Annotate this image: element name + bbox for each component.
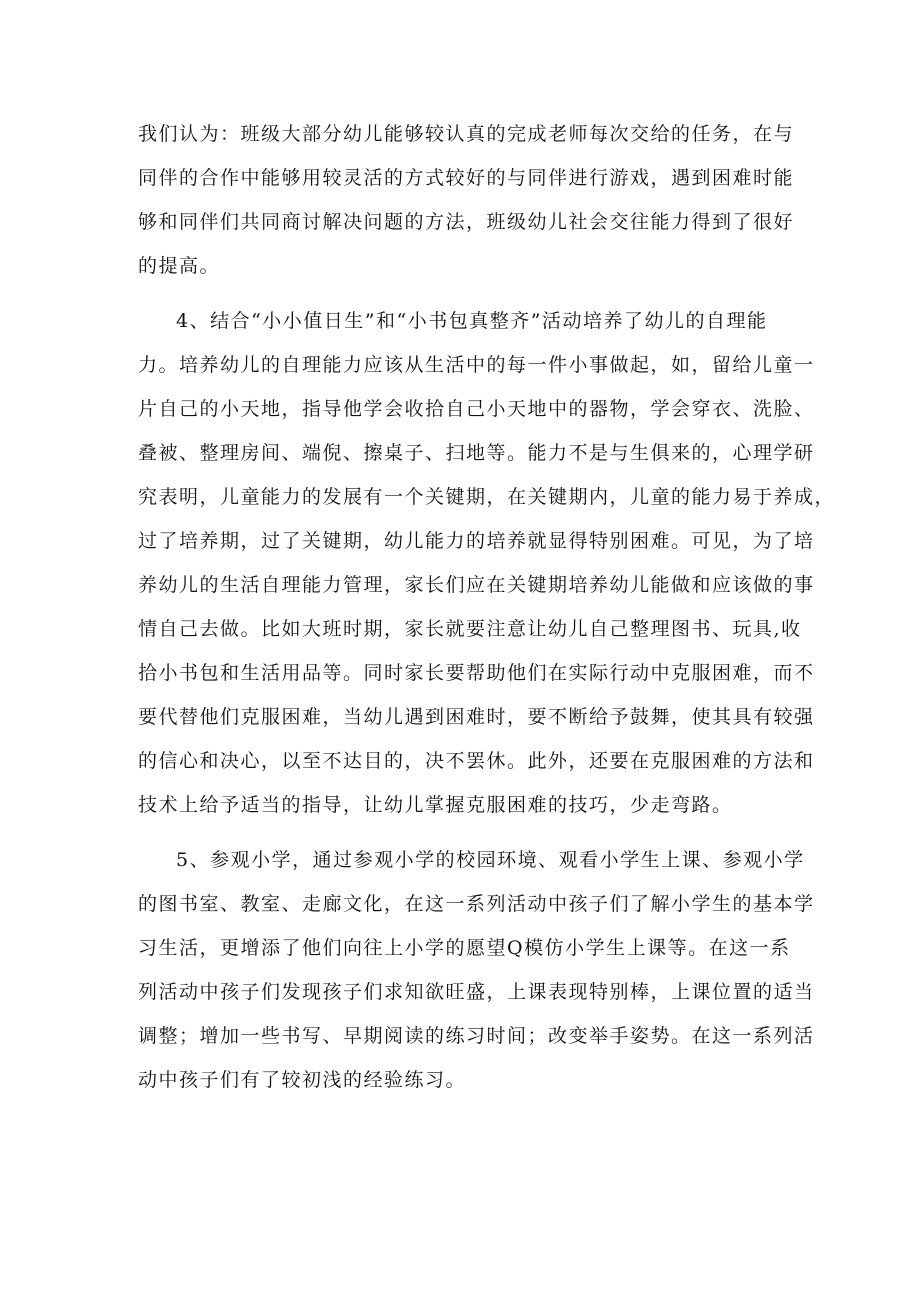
text-line: 同伴的合作中能够用较灵活的方式较好的与同伴进行游戏，遇到困难时能 (138, 167, 795, 189)
text-line: 养幼儿的生活自理能力管理，家长们应在关键期培养幼儿能做和应该做的事 (138, 574, 815, 596)
paragraph-2 (138, 299, 838, 827)
paragraph-3 (138, 838, 838, 1102)
text-line: 5、参观小学，通过参观小学的校园环境、观看小学生上课、参观小学 (176, 849, 805, 871)
text-line: 力。培养幼儿的自理能力应该从生活中的每一件小事做起，如，留给儿童一 (138, 354, 815, 376)
text-line: 动中孩子们有了较初浅的经验练习。 (138, 1069, 467, 1091)
text-line: 的图书室、教室、走廊文化，在这一系列活动中孩子们了解小学生的基本学 (138, 893, 815, 915)
text-line: 究表明，儿童能力的发展有一个关键期，在关键期内，儿童的能力易于养成， (138, 486, 836, 508)
text-line: 情自己去做。比如大班时期，家长就要注意让幼儿自己整理图书、玩具,收 (138, 618, 802, 640)
paragraph-gap (138, 288, 838, 299)
text-line: 习生活，更增添了他们向往上小学的愿望Q模仿小学生上课等。在这一系 (138, 937, 791, 959)
text-line: 片自己的小天地，指导他学会收拾自己小天地中的器物，学会穿衣、洗脸、 (138, 398, 815, 420)
text-line: 4、结合“小小值日生”和“小书包真整齐”活动培养了幼儿的自理能 (176, 310, 768, 332)
text-line: 的信心和决心，以至不达目的，决不罢休。此外，还要在克服困难的方法和 (138, 750, 815, 772)
text-line: 技术上给予适当的指导，让幼儿掌握克服困难的技巧，少走弯路。 (138, 794, 733, 816)
paragraph-1 (138, 112, 838, 288)
text-line: 拾小书包和生活用品等。同时家长要帮助他们在实际行动中克服困难，而不 (138, 662, 815, 684)
document-body (138, 112, 838, 1102)
text-line: 列活动中孩子们发现孩子们求知欲旺盛，上课表现特别棒，上课位置的适当 (138, 981, 815, 1003)
text-line: 我们认为：班级大部分幼儿能够较认真的完成老师每次交给的任务，在与 (138, 123, 795, 145)
text-line: 调整；增加一些书写、早期阅读的练习时间；改变举手姿势。在这一系列活 (138, 1025, 815, 1047)
text-line: 的提高。 (138, 255, 221, 277)
text-line: 叠被、整理房间、端倪、擦桌子、扫地等。能力不是与生俱来的，心理学研 (138, 442, 815, 464)
text-line: 过了培养期，过了关键期，幼儿能力的培养就显得特别困难。可见，为了培 (138, 530, 815, 552)
text-line: 够和同伴们共同商讨解决问题的方法，班级幼儿社会交往能力得到了很好 (138, 211, 795, 233)
paragraph-gap (138, 827, 838, 838)
text-line: 要代替他们克服困难，当幼儿遇到困难时，要不断给予鼓舞，使其具有较强 (138, 706, 815, 728)
